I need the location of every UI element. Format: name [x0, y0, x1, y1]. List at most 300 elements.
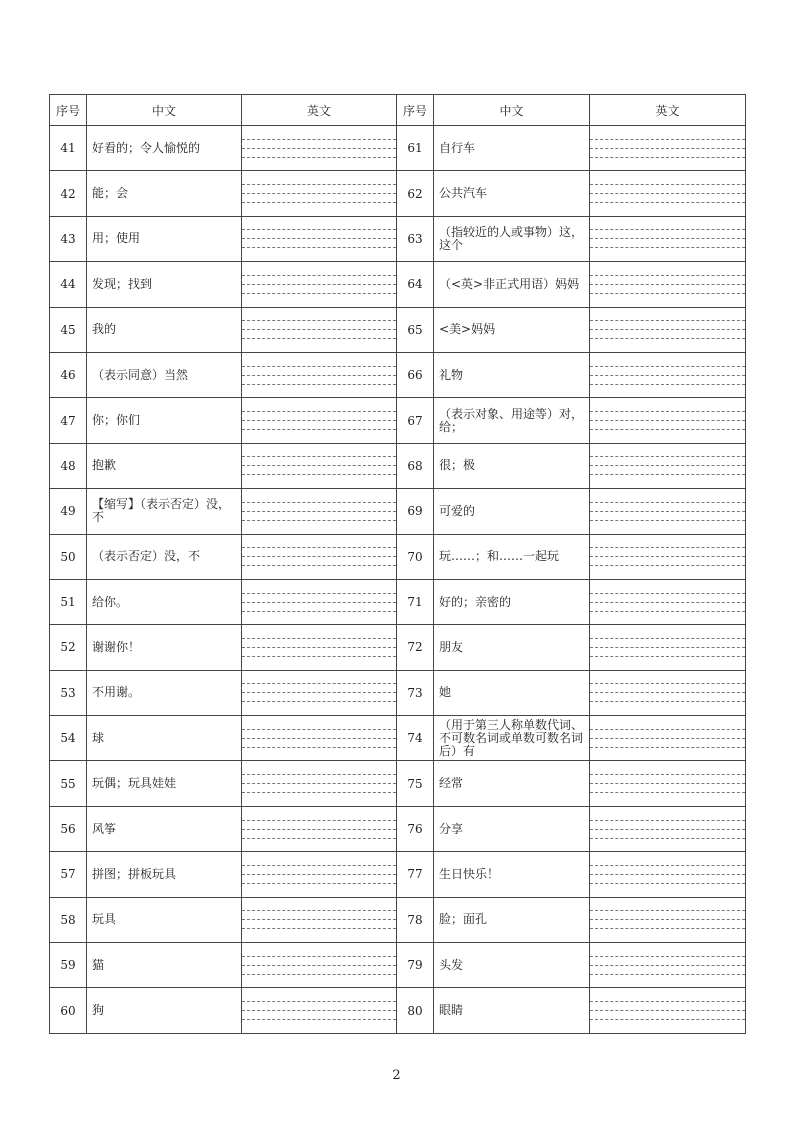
- dashed-writing-line: [590, 139, 745, 140]
- dashed-writing-line: [590, 238, 745, 239]
- writing-lines: [242, 217, 396, 261]
- writing-lines: [242, 625, 396, 669]
- table-row: [50, 625, 746, 670]
- word-number: 53: [50, 670, 87, 715]
- dashed-writing-line: [590, 729, 745, 730]
- dashed-writing-line: [242, 738, 396, 739]
- dashed-writing-line: [590, 148, 745, 149]
- writing-lines: [590, 308, 745, 352]
- dashed-writing-line: [590, 329, 745, 330]
- english-answer-field[interactable]: [590, 852, 746, 897]
- english-answer-field[interactable]: [590, 171, 746, 216]
- dashed-writing-line: [590, 420, 745, 421]
- dashed-writing-line: [242, 474, 396, 475]
- chinese-meaning: 公共汽车: [434, 171, 590, 216]
- dashed-writing-line: [590, 338, 745, 339]
- chinese-meaning: （表示对象、用途等）对，给；: [434, 398, 590, 443]
- dashed-writing-line: [242, 783, 396, 784]
- dashed-writing-line: [242, 238, 396, 239]
- dashed-writing-line: [590, 820, 745, 821]
- dashed-writing-line: [590, 883, 745, 884]
- word-number: 80: [397, 988, 434, 1033]
- english-answer-field[interactable]: [590, 307, 746, 352]
- english-answer-field[interactable]: [242, 988, 397, 1033]
- english-answer-field[interactable]: [590, 579, 746, 624]
- english-answer-field[interactable]: [590, 625, 746, 670]
- writing-lines: [242, 398, 396, 442]
- table-row: [50, 126, 746, 171]
- english-answer-field[interactable]: [242, 171, 397, 216]
- english-answer-field[interactable]: [242, 534, 397, 579]
- dashed-writing-line: [590, 792, 745, 793]
- chinese-meaning: 【缩写】（表示否定）没，不: [87, 489, 242, 534]
- word-number: 75: [397, 761, 434, 806]
- writing-lines: [242, 353, 396, 397]
- word-number: 42: [50, 171, 87, 216]
- dashed-writing-line: [242, 229, 396, 230]
- word-number: 55: [50, 761, 87, 806]
- writing-lines: [242, 761, 396, 805]
- dashed-writing-line: [242, 838, 396, 839]
- writing-lines: [590, 580, 745, 624]
- chinese-meaning: 发现；找到: [87, 262, 242, 307]
- word-number: 78: [397, 897, 434, 942]
- dashed-writing-line: [242, 547, 396, 548]
- dashed-writing-line: [590, 1019, 745, 1020]
- writing-lines: [590, 716, 745, 760]
- english-answer-field[interactable]: [242, 216, 397, 261]
- dashed-writing-line: [590, 747, 745, 748]
- word-number: 45: [50, 307, 87, 352]
- dashed-writing-line: [242, 320, 396, 321]
- chinese-meaning: （<英>非正式用语）妈妈: [434, 262, 590, 307]
- dashed-writing-line: [242, 284, 396, 285]
- english-answer-field[interactable]: [590, 216, 746, 261]
- dashed-writing-line: [242, 429, 396, 430]
- dashed-writing-line: [242, 148, 396, 149]
- dashed-writing-line: [242, 502, 396, 503]
- dashed-writing-line: [242, 202, 396, 203]
- word-number: 64: [397, 262, 434, 307]
- writing-lines: [590, 898, 745, 942]
- word-number: 56: [50, 806, 87, 851]
- dashed-writing-line: [242, 656, 396, 657]
- dashed-writing-line: [590, 1010, 745, 1011]
- chinese-meaning: 很；极: [434, 443, 590, 488]
- chinese-meaning: 谢谢你！: [87, 625, 242, 670]
- dashed-writing-line: [590, 511, 745, 512]
- chinese-meaning: 拼图；拼板玩具: [87, 852, 242, 897]
- word-number: 68: [397, 443, 434, 488]
- dashed-writing-line: [590, 956, 745, 957]
- writing-lines: [590, 217, 745, 261]
- dashed-writing-line: [590, 193, 745, 194]
- dashed-writing-line: [242, 139, 396, 140]
- dashed-writing-line: [590, 456, 745, 457]
- writing-lines: [590, 171, 745, 215]
- dashed-writing-line: [242, 556, 396, 557]
- table-row: [50, 489, 746, 534]
- dashed-writing-line: [242, 874, 396, 875]
- chinese-meaning: 眼睛: [434, 988, 590, 1033]
- dashed-writing-line: [590, 656, 745, 657]
- header-english-right: 英文: [590, 95, 746, 126]
- header-num-right: 序号: [397, 95, 434, 126]
- dashed-writing-line: [590, 974, 745, 975]
- table-row: [50, 443, 746, 488]
- english-answer-field[interactable]: [590, 398, 746, 443]
- dashed-writing-line: [242, 638, 396, 639]
- writing-lines: [242, 535, 396, 579]
- chinese-meaning: <美>妈妈: [434, 307, 590, 352]
- english-answer-field[interactable]: [242, 806, 397, 851]
- dashed-writing-line: [242, 520, 396, 521]
- word-number: 74: [397, 716, 434, 761]
- word-number: 71: [397, 579, 434, 624]
- dashed-writing-line: [590, 928, 745, 929]
- word-number: 44: [50, 262, 87, 307]
- word-number: 72: [397, 625, 434, 670]
- writing-lines: [590, 262, 745, 306]
- dashed-writing-line: [242, 247, 396, 248]
- dashed-writing-line: [242, 729, 396, 730]
- header-english-left: 英文: [242, 95, 397, 126]
- english-answer-field[interactable]: [590, 534, 746, 579]
- chinese-meaning: 抱歉: [87, 443, 242, 488]
- table-row: [50, 171, 746, 216]
- chinese-meaning: 玩具: [87, 897, 242, 942]
- writing-lines: [242, 489, 396, 533]
- english-answer-field[interactable]: [590, 670, 746, 715]
- dashed-writing-line: [242, 974, 396, 975]
- english-answer-field[interactable]: [590, 262, 746, 307]
- english-answer-field[interactable]: [242, 352, 397, 397]
- vocabulary-table: [49, 94, 746, 1034]
- writing-lines: [242, 126, 396, 170]
- english-answer-field[interactable]: [242, 716, 397, 761]
- word-number: 76: [397, 806, 434, 851]
- dashed-writing-line: [242, 774, 396, 775]
- english-answer-field[interactable]: [242, 852, 397, 897]
- chinese-meaning: 风筝: [87, 806, 242, 851]
- dashed-writing-line: [242, 366, 396, 367]
- chinese-meaning: 给你。: [87, 579, 242, 624]
- table-row: [50, 262, 746, 307]
- chinese-meaning: 你；你们: [87, 398, 242, 443]
- dashed-writing-line: [590, 293, 745, 294]
- chinese-meaning: 她: [434, 670, 590, 715]
- dashed-writing-line: [242, 338, 396, 339]
- dashed-writing-line: [590, 411, 745, 412]
- dashed-writing-line: [590, 184, 745, 185]
- writing-lines: [590, 535, 745, 579]
- english-answer-field[interactable]: [590, 126, 746, 171]
- dashed-writing-line: [242, 384, 396, 385]
- writing-lines: [242, 308, 396, 352]
- chinese-meaning: 朋友: [434, 625, 590, 670]
- chinese-meaning: 用；使用: [87, 216, 242, 261]
- writing-lines: [590, 943, 745, 987]
- dashed-writing-line: [242, 275, 396, 276]
- dashed-writing-line: [590, 157, 745, 158]
- dashed-writing-line: [590, 429, 745, 430]
- english-answer-field[interactable]: [590, 352, 746, 397]
- dashed-writing-line: [242, 375, 396, 376]
- chinese-meaning: 能；会: [87, 171, 242, 216]
- word-number: 43: [50, 216, 87, 261]
- chinese-meaning: 自行车: [434, 126, 590, 171]
- dashed-writing-line: [242, 293, 396, 294]
- dashed-writing-line: [590, 556, 745, 557]
- chinese-meaning: 球: [87, 716, 242, 761]
- page-number: 2: [392, 1068, 401, 1083]
- dashed-writing-line: [590, 611, 745, 612]
- english-answer-field[interactable]: [242, 398, 397, 443]
- table-row: [50, 806, 746, 851]
- dashed-writing-line: [242, 329, 396, 330]
- chinese-meaning: 我的: [87, 307, 242, 352]
- word-number: 62: [397, 171, 434, 216]
- table-row: [50, 534, 746, 579]
- word-number: 47: [50, 398, 87, 443]
- dashed-writing-line: [590, 366, 745, 367]
- chinese-meaning: 头发: [434, 943, 590, 988]
- writing-lines: [242, 444, 396, 488]
- word-number: 46: [50, 352, 87, 397]
- english-answer-field[interactable]: [590, 943, 746, 988]
- table-row: [50, 670, 746, 715]
- chinese-meaning: （表示否定）没，不: [87, 534, 242, 579]
- dashed-writing-line: [590, 320, 745, 321]
- english-answer-field[interactable]: [242, 579, 397, 624]
- dashed-writing-line: [242, 1001, 396, 1002]
- word-number: 77: [397, 852, 434, 897]
- dashed-writing-line: [242, 157, 396, 158]
- header-chinese-left: 中文: [87, 95, 242, 126]
- table-row: [50, 579, 746, 624]
- word-number: 63: [397, 216, 434, 261]
- writing-lines: [242, 943, 396, 987]
- dashed-writing-line: [590, 547, 745, 548]
- word-number: 51: [50, 579, 87, 624]
- english-answer-field[interactable]: [590, 988, 746, 1033]
- table-row: [50, 988, 746, 1033]
- dashed-writing-line: [590, 202, 745, 203]
- chinese-meaning: 好的；亲密的: [434, 579, 590, 624]
- english-answer-field[interactable]: [242, 625, 397, 670]
- dashed-writing-line: [242, 928, 396, 929]
- english-answer-field[interactable]: [242, 943, 397, 988]
- word-number: 58: [50, 897, 87, 942]
- dashed-writing-line: [590, 375, 745, 376]
- writing-lines: [590, 988, 745, 1032]
- english-answer-field[interactable]: [242, 443, 397, 488]
- english-answer-field[interactable]: [242, 262, 397, 307]
- word-number: 61: [397, 126, 434, 171]
- chinese-meaning: 猫: [87, 943, 242, 988]
- dashed-writing-line: [242, 420, 396, 421]
- chinese-meaning: 分享: [434, 806, 590, 851]
- dashed-writing-line: [590, 275, 745, 276]
- writing-lines: [242, 898, 396, 942]
- writing-lines: [590, 444, 745, 488]
- dashed-writing-line: [590, 865, 745, 866]
- dashed-writing-line: [242, 883, 396, 884]
- table-row: [50, 852, 746, 897]
- dashed-writing-line: [590, 520, 745, 521]
- dashed-writing-line: [242, 701, 396, 702]
- english-answer-field[interactable]: [242, 489, 397, 534]
- dashed-writing-line: [242, 792, 396, 793]
- english-answer-field[interactable]: [590, 761, 746, 806]
- chinese-meaning: 生日快乐！: [434, 852, 590, 897]
- english-answer-field[interactable]: [242, 307, 397, 352]
- dashed-writing-line: [590, 638, 745, 639]
- dashed-writing-line: [590, 965, 745, 966]
- dashed-writing-line: [590, 474, 745, 475]
- english-answer-field[interactable]: [590, 443, 746, 488]
- word-number: 65: [397, 307, 434, 352]
- table-row: [50, 761, 746, 806]
- word-number: 67: [397, 398, 434, 443]
- dashed-writing-line: [242, 692, 396, 693]
- word-number: 57: [50, 852, 87, 897]
- dashed-writing-line: [242, 411, 396, 412]
- english-answer-field[interactable]: [242, 126, 397, 171]
- dashed-writing-line: [590, 874, 745, 875]
- dashed-writing-line: [242, 829, 396, 830]
- writing-lines: [590, 625, 745, 669]
- writing-lines: [242, 807, 396, 851]
- chinese-meaning: 玩偶；玩具娃娃: [87, 761, 242, 806]
- table-row: [50, 716, 746, 761]
- dashed-writing-line: [590, 701, 745, 702]
- dashed-writing-line: [242, 820, 396, 821]
- writing-lines: [590, 489, 745, 533]
- word-number: 49: [50, 489, 87, 534]
- dashed-writing-line: [242, 683, 396, 684]
- dashed-writing-line: [242, 456, 396, 457]
- chinese-meaning: 经常: [434, 761, 590, 806]
- dashed-writing-line: [242, 193, 396, 194]
- dashed-writing-line: [242, 184, 396, 185]
- english-answer-field[interactable]: [590, 716, 746, 761]
- writing-lines: [590, 398, 745, 442]
- dashed-writing-line: [590, 919, 745, 920]
- table-row: [50, 307, 746, 352]
- dashed-writing-line: [242, 511, 396, 512]
- english-answer-field[interactable]: [242, 670, 397, 715]
- header-num-left: 序号: [50, 95, 87, 126]
- table-row: [50, 897, 746, 942]
- writing-lines: [590, 761, 745, 805]
- dashed-writing-line: [590, 229, 745, 230]
- writing-lines: [242, 262, 396, 306]
- chinese-meaning: 不用谢。: [87, 670, 242, 715]
- dashed-writing-line: [590, 783, 745, 784]
- header-chinese-right: 中文: [434, 95, 590, 126]
- dashed-writing-line: [590, 910, 745, 911]
- word-number: 69: [397, 489, 434, 534]
- dashed-writing-line: [590, 738, 745, 739]
- dashed-writing-line: [242, 965, 396, 966]
- dashed-writing-line: [242, 465, 396, 466]
- dashed-writing-line: [590, 692, 745, 693]
- dashed-writing-line: [590, 1001, 745, 1002]
- table-header-row: [50, 95, 746, 126]
- writing-lines: [242, 171, 396, 215]
- writing-lines: [590, 671, 745, 715]
- dashed-writing-line: [590, 502, 745, 503]
- writing-lines: [242, 580, 396, 624]
- word-number: 73: [397, 670, 434, 715]
- writing-lines: [242, 852, 396, 896]
- chinese-meaning: （用于第三人称单数代词、不可数名词或单数可数名词后）有: [434, 716, 590, 761]
- chinese-meaning: 脸；面孔: [434, 897, 590, 942]
- dashed-writing-line: [242, 1010, 396, 1011]
- dashed-writing-line: [242, 611, 396, 612]
- dashed-writing-line: [590, 247, 745, 248]
- dashed-writing-line: [242, 1019, 396, 1020]
- english-answer-field[interactable]: [242, 897, 397, 942]
- dashed-writing-line: [242, 565, 396, 566]
- chinese-meaning: （表示同意）当然: [87, 352, 242, 397]
- table-row: [50, 352, 746, 397]
- word-number: 66: [397, 352, 434, 397]
- dashed-writing-line: [242, 956, 396, 957]
- english-answer-field[interactable]: [590, 897, 746, 942]
- writing-lines: [590, 807, 745, 851]
- writing-lines: [242, 671, 396, 715]
- dashed-writing-line: [590, 565, 745, 566]
- dashed-writing-line: [242, 647, 396, 648]
- word-number: 54: [50, 716, 87, 761]
- chinese-meaning: 狗: [87, 988, 242, 1033]
- writing-lines: [590, 353, 745, 397]
- dashed-writing-line: [242, 910, 396, 911]
- dashed-writing-line: [590, 384, 745, 385]
- chinese-meaning: （指较近的人或事物）这，这个: [434, 216, 590, 261]
- english-answer-field[interactable]: [590, 489, 746, 534]
- writing-lines: [242, 716, 396, 760]
- dashed-writing-line: [590, 465, 745, 466]
- dashed-writing-line: [590, 838, 745, 839]
- word-number: 41: [50, 126, 87, 171]
- dashed-writing-line: [590, 593, 745, 594]
- chinese-meaning: 玩……；和……一起玩: [434, 534, 590, 579]
- chinese-meaning: 好看的；令人愉悦的: [87, 126, 242, 171]
- english-answer-field[interactable]: [590, 806, 746, 851]
- dashed-writing-line: [242, 865, 396, 866]
- word-number: 59: [50, 943, 87, 988]
- english-answer-field[interactable]: [242, 761, 397, 806]
- word-number: 52: [50, 625, 87, 670]
- dashed-writing-line: [590, 284, 745, 285]
- chinese-meaning: 礼物: [434, 352, 590, 397]
- dashed-writing-line: [590, 602, 745, 603]
- chinese-meaning: 可爱的: [434, 489, 590, 534]
- word-number: 50: [50, 534, 87, 579]
- dashed-writing-line: [590, 683, 745, 684]
- writing-lines: [242, 988, 396, 1032]
- table-row: [50, 943, 746, 988]
- word-number: 60: [50, 988, 87, 1033]
- table-row: [50, 216, 746, 261]
- dashed-writing-line: [242, 747, 396, 748]
- dashed-writing-line: [242, 593, 396, 594]
- dashed-writing-line: [242, 602, 396, 603]
- writing-lines: [590, 852, 745, 896]
